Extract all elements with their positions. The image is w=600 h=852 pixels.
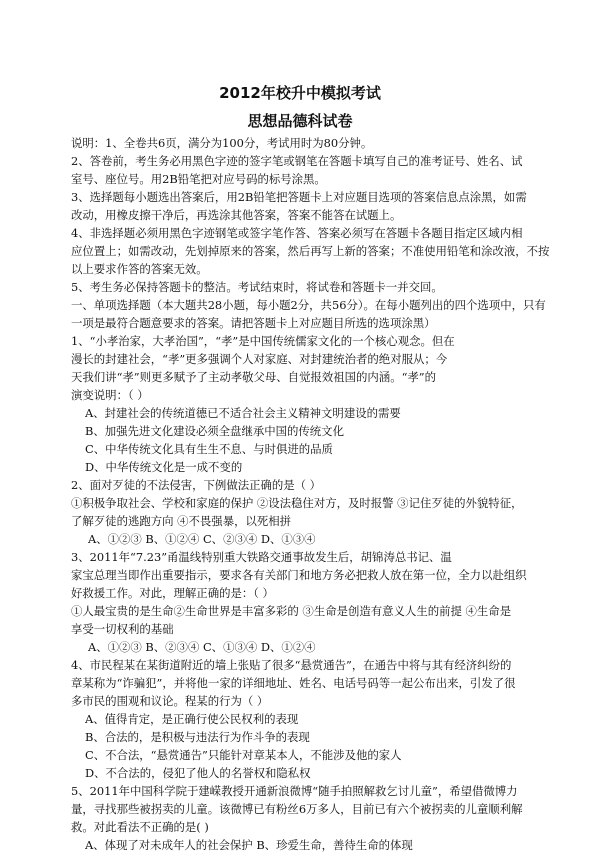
- instruction-line: 说明：1、全卷共6页，满分为100分，考试用时为80分钟。: [71, 136, 373, 150]
- instruction-line: 3、选择题每小题选出答案后，用2B铅笔把答题卡上对应题目选项的答案信息点涂黑，如需: [71, 190, 527, 204]
- answer-option: B、加强先进文化建设必须全盘继承中国的传统文化: [85, 424, 344, 438]
- instruction-line: 改动，用橡皮擦干净后，再选涂其他答案，答案不能答在试题上。: [71, 208, 402, 222]
- question-1-stem: 漫长的封建社会，“孝”更多强调个人对家庭、对封建统治者的绝对服从；今: [71, 352, 448, 366]
- question-4-stem: 多市民的围观和议论。程某的行为（ ）: [71, 694, 269, 708]
- section-heading: 一项是最符合题意要求的答案。请把答题卡上对应题目所选的选项涂黑）: [71, 316, 436, 330]
- question-3-stem: 好救援工作。对此，理解正确的是：（ ）: [71, 586, 274, 600]
- question-1-stem: 演变说明：（ ）: [71, 388, 149, 402]
- question-3-stem: 3、2011年“7.23”甬温线特别重大铁路交通事故发生后，胡锦涛总书记、温: [71, 550, 452, 564]
- question-5-stem: 5、2011年中国科学院于建嵘教授开通新浪微博“随手拍照解救乞讨儿童”，希望借微博力: [71, 784, 518, 798]
- answer-option: C、中华传统文化具有生生不息、与时俱进的品质: [85, 442, 333, 456]
- question-2-stem: ①积极争取社会、学校和家庭的保护 ②设法稳住对方，及时报警 ③记住歹徒的外貌特征，: [71, 496, 523, 510]
- question-4-stem: 章某称为“诈骗犯”，并将他一家的详细地址、姓名、电话号码等一起公布出来，引发了很: [71, 676, 516, 690]
- question-1-stem: 1、“小孝治家，大孝治国”，“孝”是中国传统儒家文化的一个核心观念。但在: [71, 334, 455, 348]
- question-2-stem: 2、面对歹徒的不法侵害，下例做法正确的是（ ）: [71, 478, 322, 492]
- instruction-line: 应位置上；如需改动，先划掉原来的答案，然后再写上新的答案；不准使用铅笔和涂改液，不按: [71, 244, 550, 258]
- question-4-stem: 4、市民程某在某街道附近的墙上张贴了很多“悬赏通告”，在通告中将与其有经济纠纷的: [71, 658, 512, 672]
- question-1-stem: 天我们讲“孝”则更多赋予了主动孝敬父母、自觉报效祖国的内涵。“孝”的: [71, 370, 437, 384]
- answer-option: D、中华传统文化是一成不变的: [85, 460, 243, 474]
- answer-option: A、体现了对未成年人的社会保护 B、珍爱生命，善待生命的体现: [85, 838, 413, 852]
- instruction-line: 室号、座位号。用2B铅笔把对应号码的标号涂黑。: [71, 172, 326, 186]
- exam-title: 2012年校升中模拟考试: [219, 84, 381, 102]
- answer-option: A、①②③ B、②③④ C、①③④ D、①②④: [88, 640, 316, 654]
- question-2-stem: 了解歹徒的逃跑方向 ④不畏强暴，以死相拼: [71, 514, 292, 528]
- question-3-stem: 享受一切权利的基础: [71, 622, 174, 636]
- instruction-line: 5、考生务必保持答题卡的整洁。考试结束时，将试卷和答题卡一并交回。: [71, 280, 443, 294]
- question-5-stem: 救。对此看法不正确的是( ): [71, 820, 209, 834]
- answer-option: D、不合法的，侵犯了他人的名誉权和隐私权: [85, 766, 311, 780]
- section-heading: 一、单项选择题（本大题共28小题，每小题2分，共56分）。在每小题列出的四个选项中，只有: [71, 298, 546, 312]
- question-3-stem: 家宝总理当即作出重要指示，要求各有关部门和地方务必把救人放在第一位，全力以赴组织: [71, 568, 527, 582]
- answer-option: A、①②③ B、①②④ C、②③④ D、①③④: [88, 532, 316, 546]
- answer-option: A、值得肯定，是正确行使公民权利的表现: [85, 712, 299, 726]
- answer-option: C、不合法，“悬赏通告”只能针对章某本人，不能涉及他的家人: [85, 748, 402, 762]
- answer-option: A、封建社会的传统道德已不适合社会主义精神文明建设的需要: [85, 406, 401, 420]
- question-5-stem: 量，寻找那些被拐卖的儿童。该微博已有粉丝6万多人，目前已有六个被拐卖的儿童顺利解: [71, 802, 523, 816]
- exam-subtitle: 思想品德科试卷: [247, 112, 353, 130]
- instruction-line: 2、答卷前，考生务必用黑色字迹的签字笔或钢笔在答题卡填写自己的准考证号、姓名、试: [71, 154, 523, 168]
- answer-option: B、合法的，是积极与违法行为作斗争的表现: [85, 730, 310, 744]
- question-3-stem: ①人最宝贵的是生命②生命世界是丰富多彩的 ③生命是创造有意义人生的前提 ④生命是: [71, 604, 512, 618]
- instruction-line: 4、非选择题必须用黑色字迹钢笔或签字笔作答、答案必须写在答题卡各题目指定区域内相: [71, 226, 523, 240]
- instruction-line: 以上要求作答的答案无效。: [71, 262, 208, 276]
